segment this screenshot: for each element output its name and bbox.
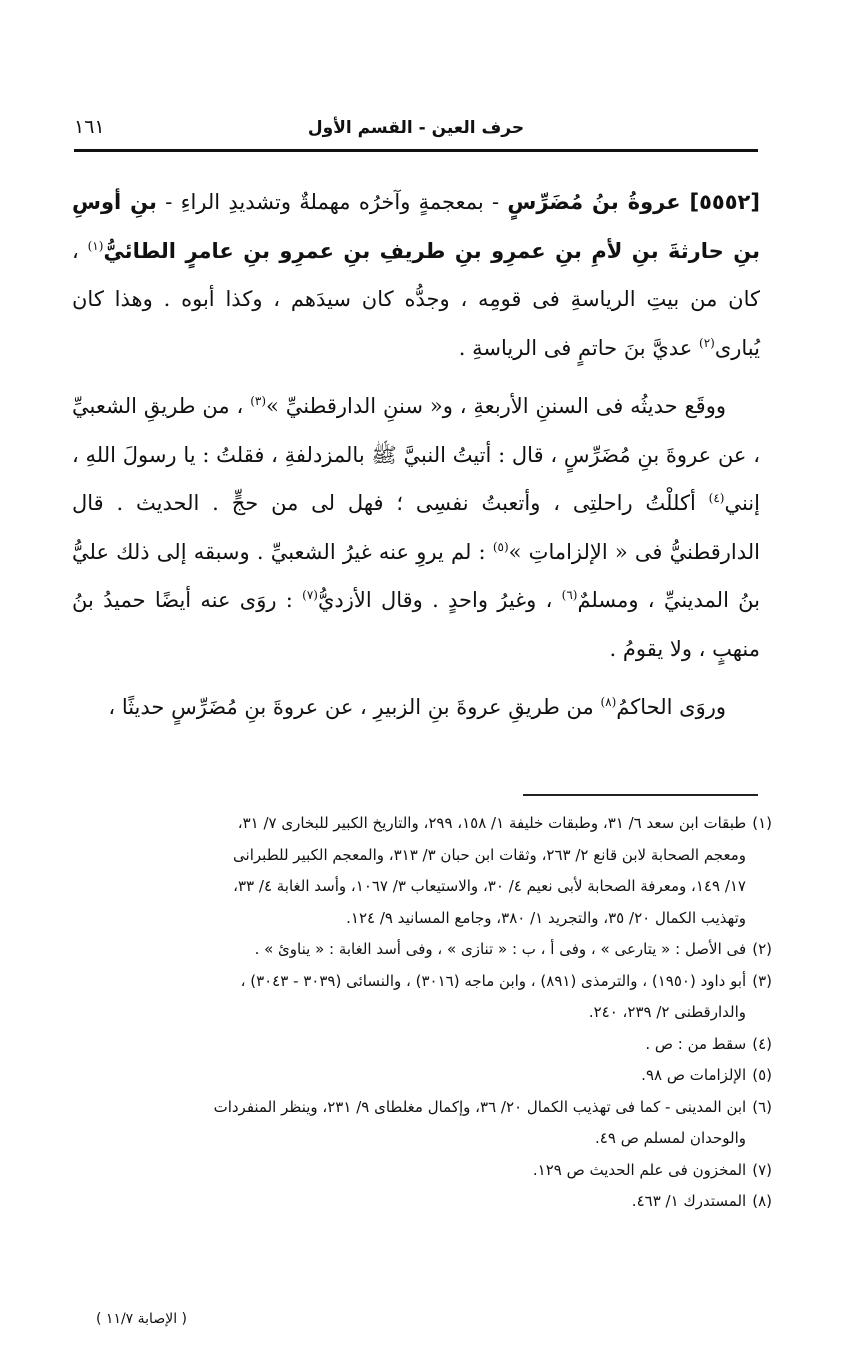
footnote-number: (٢) <box>752 940 772 958</box>
entry-lineage: بنِ أوسِ بنِ حارثةَ بنِ لأمِ بنِ عمرِو بنِ طريفِ بنِ عمرِو بنِ عامرٍ الطائيُّ <box>72 190 761 263</box>
body-paragraph <box>72 382 760 673</box>
footnote-line: المخزون فى علم الحديث ص ١٢٩. <box>532 1160 747 1179</box>
footnote-ref: (١) <box>87 238 104 253</box>
running-title: حرف العين - القسم الأول <box>307 118 525 138</box>
footnote-line: فى الأصل : « يتارعى » ، وفى أ ، ب : « تنازى » ، وفى أسد الغابة : « يناوئ » . <box>254 940 747 958</box>
footnote-ref: (٨) <box>600 695 617 709</box>
footnote-line: ومعجم الصحابة لابن قانع ٢/ ٢٦٣، وثقات ابن حبان ٣/ ٣١٣، والمعجم الكبير للطبرانى <box>233 845 746 864</box>
footnote-number: (٥) <box>752 1066 772 1084</box>
footnote-item <box>80 808 772 934</box>
text-run: ووقَع حديثُه فى السننِ الأربعةِ ، و« سننِ الدارقطنيِّ » <box>266 394 726 418</box>
footnote-line: أبو داود (١٩٥٠) ، والترمذى (٨٩١) ، وابن ماجه (٣٠١٦) ، والنسائى (٣٠٣٩ - ٣٠٤٣) ، <box>240 971 747 990</box>
footnotes <box>80 808 772 1218</box>
footnote-ref: (٥) <box>492 539 509 554</box>
main-text <box>72 178 760 742</box>
footnote-number: (١) <box>752 814 772 832</box>
text-run: : روَى عنه أيضًا حميدُ بنُ منهبٍ ، ولا يقومُ . <box>72 588 760 661</box>
page-number: ١٦١ <box>74 116 105 138</box>
text-run: ، كان من بيتِ الرياسةِ فى قومِه ، وجدُّه كان سيدَهم ، وكذا أبوه . وهذا كان يُبارى <box>72 238 760 360</box>
footnote-number: (٨) <box>752 1192 772 1210</box>
text-run: ، وغيرُ واحدٍ . وقال الأزديُّ <box>317 588 562 612</box>
text-run: وروَى الحاكمُ <box>616 695 726 719</box>
entry-paragraph <box>72 178 760 372</box>
footnote-item <box>80 1092 772 1155</box>
footnote-line: والدارقطنى ٢/ ٢٣٩، ٢٤٠. <box>588 1003 746 1021</box>
footnote-line: الإلزامات ص ٩٨. <box>641 1066 747 1084</box>
footnote-ref: (٢) <box>699 335 715 350</box>
footnote-ref: (٤) <box>708 491 725 505</box>
footnote-ref: (٣) <box>250 394 267 408</box>
footnote-number: (٧) <box>752 1160 772 1179</box>
footnote-line: وتهذيب الكمال ٢٠/ ٣٥، والتجريد ١/ ٣٨٠، وجامع المسانيد ٩/ ١٢٤. <box>346 908 746 927</box>
text-run: : لم يروِ عنه غيرُ الشعبيِّ . وسبقه إلى ذلك عليُّ بنُ المدينيِّ ، ومسلمٌ <box>72 539 760 612</box>
footnote-item <box>80 1029 772 1061</box>
footnote-number: (٦) <box>752 1097 772 1116</box>
text-run: من طريقِ عروةَ بنِ الزبيرِ ، عن عروةَ بنِ مُضَرِّسٍ حديثًا ، <box>108 695 601 719</box>
footnote-number: (٤) <box>752 1034 772 1053</box>
text-run: ، من طريقِ الشعبيِّ ، عن عروةَ بنِ مُضَرِّسٍ ، قال : أتيتُ النبيَّ ﷺ بالمزدلفةِ ، فقلتُ : يا رسولَ اللهِ ، إنني <box>72 394 760 515</box>
footnote-item <box>80 1155 772 1187</box>
footnote-item <box>80 934 772 966</box>
text-run: عديَّ بنَ حاتمٍ فى الرياسةِ . <box>458 335 699 360</box>
print-signature: ( الإصابة ١١/٧ ) <box>96 1311 187 1327</box>
footnote-ref: (٧) <box>302 588 318 602</box>
footnote-line: المستدرك ١/ ٤٦٣. <box>631 1192 747 1210</box>
footnote-item <box>80 966 772 1029</box>
footnote-item <box>80 1060 772 1092</box>
footnote-line: ابن المدينى - كما فى تهذيب الكمال ٢٠/ ٣٦، وإكمال مغلطاى ٩/ ٢٣١، وينظر المنفردات <box>213 1097 747 1116</box>
footnote-line: والوحدان لمسلم ص ٤٩. <box>595 1129 746 1147</box>
text-run: أكللْتُ راحلتِى ، وأتعبتُ نفسِى ؛ فهل لى من حجٍّ . الحديث . قال الدارقطنيُّ فى « الإلزاماتِ » <box>72 491 760 564</box>
footnote-item <box>80 1186 772 1218</box>
footnote-number: (٣) <box>752 971 772 990</box>
header-rule <box>74 149 758 152</box>
footnote-ref: (٦) <box>561 588 578 602</box>
page-header <box>74 112 758 150</box>
text-run: - بمعجمةٍ وآخرُه مهملةٌ وتشديدِ الراءِ - <box>156 190 508 214</box>
footnote-line: ١٧/ ١٤٩، ومعرفة الصحابة لأبى نعيم ٤/ ٣٠، والاستيعاب ٣/ ١٠٦٧، وأسد الغابة ٤/ ٣٣، <box>233 877 746 895</box>
footnote-line: سقط من : ص . <box>645 1034 747 1053</box>
footnote-line: طبقات ابن سعد ٦/ ٣١، وطبقات خليفة ١/ ١٥٨، ٢٩٩، والتاريخ الكبير للبخارى ٧/ ٣١، <box>237 814 747 832</box>
entry-heading: [٥٥٥٢] عروةُ بنُ مُضَرِّسٍ <box>507 190 760 214</box>
body-paragraph <box>72 683 760 732</box>
footnote-rule <box>523 794 758 796</box>
